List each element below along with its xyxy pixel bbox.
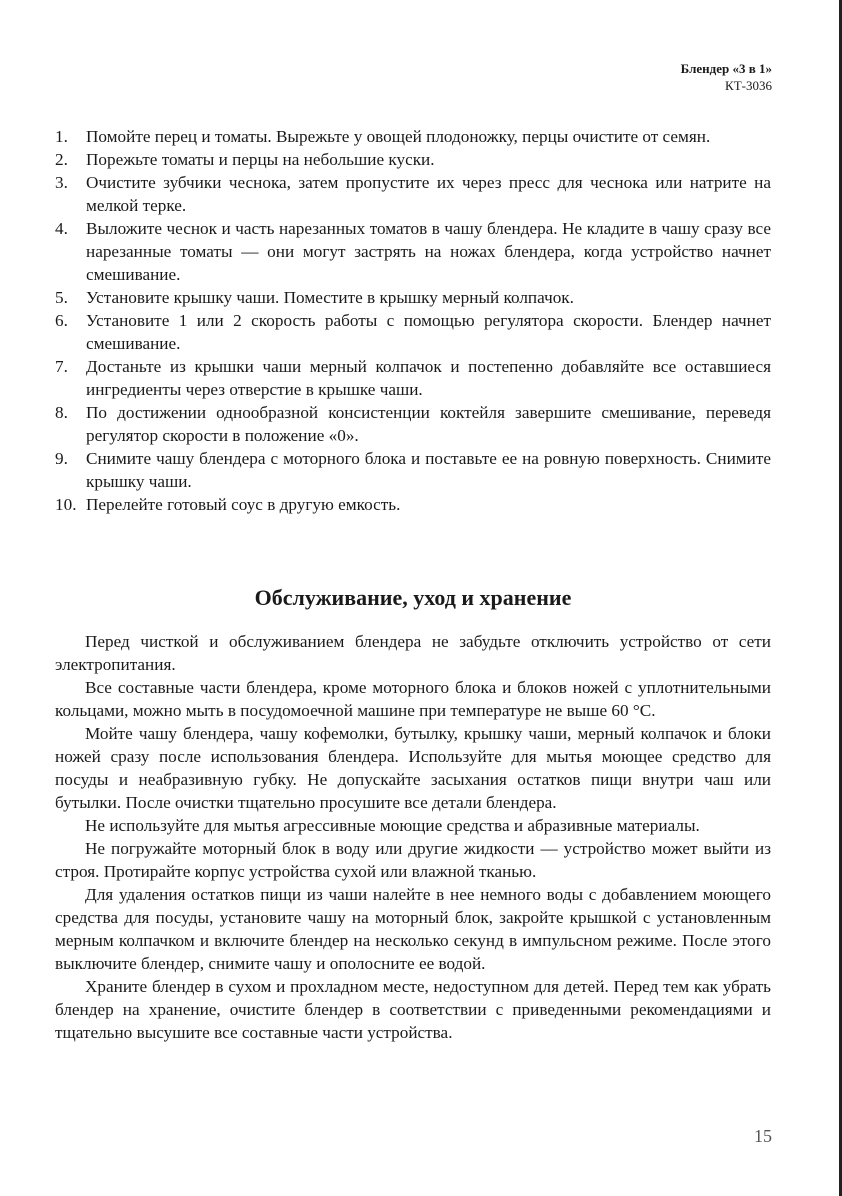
section-body bbox=[55, 630, 771, 1044]
section-heading: Обслуживание, уход и хранение bbox=[254, 585, 572, 610]
header-model-number: КТ-3036 bbox=[725, 78, 772, 93]
list-item bbox=[55, 125, 771, 148]
recipe-steps-list bbox=[55, 125, 771, 516]
paragraph: Не погружайте моторный блок в воду или другие жидкости — устройство может выйти из строя. Протирайте корпус устройства сухой или влажной тканью. bbox=[55, 839, 771, 881]
step-text: Порежьте томаты и перцы на небольшие куски. bbox=[86, 150, 435, 169]
list-item bbox=[55, 148, 771, 171]
step-text: Помойте перец и томаты. Вырежьте у овощей плодоножку, перцы очистите от семян. bbox=[86, 127, 711, 146]
header-product-name: Блендер «3 в 1» bbox=[680, 61, 772, 76]
step-text: Снимите чашу блендера с моторного блока и поставьте ее на ровную поверхность. Снимите крышку чаши. bbox=[86, 449, 771, 491]
step-text: Выложите чеснок и часть нарезанных томатов в чашу блендера. Не кладите в чашу сразу все нарезанные томаты — они могут застрять на ножах блендера, когда устройство начнет смешивание. bbox=[86, 219, 771, 284]
page-number: 15 bbox=[754, 1126, 772, 1146]
step-text: Очистите зубчики чеснока, затем пропустите их через пресс для чеснока или натрите на мелкой терке. bbox=[86, 173, 771, 215]
list-item bbox=[55, 171, 771, 217]
step-number: 8. bbox=[55, 403, 68, 422]
step-number: 6. bbox=[55, 311, 68, 330]
paragraph: Перед чисткой и обслуживанием блендера не забудьте отключить устройство от сети электропитания. bbox=[55, 632, 771, 674]
step-text: Установите 1 или 2 скорость работы с помощью регулятора скорости. Блендер начнет смешивание. bbox=[86, 311, 771, 353]
paragraph: Не используйте для мытья агрессивные моющие средства и абразивные материалы. bbox=[85, 816, 700, 835]
step-number: 9. bbox=[55, 449, 68, 468]
step-number: 7. bbox=[55, 357, 68, 376]
list-item bbox=[55, 286, 771, 309]
step-number: 4. bbox=[55, 219, 68, 238]
paragraph: Все составные части блендера, кроме моторного блока и блоков ножей с уплотнительными кольцами, можно мыть в посудомоечной машине при температуре не выше 60 °С. bbox=[55, 678, 771, 720]
step-number: 1. bbox=[55, 127, 68, 146]
list-item bbox=[55, 493, 771, 516]
step-number: 2. bbox=[55, 150, 68, 169]
list-item bbox=[55, 401, 771, 447]
running-header bbox=[681, 60, 772, 94]
list-item bbox=[55, 309, 771, 355]
paragraph: Для удаления остатков пищи из чаши налейте в нее немного воды с добавлением моющего средства для посуды, установите чашу на моторный блок, закройте крышкой с установленным мерным колпачком и включите блендер на несколько секунд в импульсном режиме. После этого выключите блендер, снимите чашу и ополосните ее водой. bbox=[55, 885, 771, 973]
step-text: Установите крышку чаши. Поместите в крышку мерный колпачок. bbox=[86, 288, 574, 307]
step-number: 3. bbox=[55, 173, 68, 192]
step-text: Достаньте из крышки чаши мерный колпачок и постепенно добавляйте все оставшиеся ингредиенты через отверстие в крышке чаши. bbox=[86, 357, 771, 399]
paragraph: Мойте чашу блендера, чашу кофемолки, бутылку, крышку чаши, мерный колпачок и блоки ножей сразу после использования блендера. Используйте для мытья моющее средство для посуды и неабразивную губку. Не допускайте засыхания остатков пищи внутри чаш или бутылки. После очистки тщательно просушите все детали блендера. bbox=[55, 724, 771, 812]
step-number: 10. bbox=[55, 495, 77, 514]
step-text: По достижении однообразной консистенции коктейля завершите смешивание, переведя регулятор скорости в положение «0». bbox=[86, 403, 771, 445]
list-item bbox=[55, 217, 771, 286]
list-item bbox=[55, 447, 771, 493]
list-item bbox=[55, 355, 771, 401]
paragraph: Храните блендер в сухом и прохладном месте, недоступном для детей. Перед тем как убрать блендер на хранение, очистите блендер в соответствии с приведенными рекомендациями и тщательно высушите все составные части устройства. bbox=[55, 977, 771, 1042]
step-text: Перелейте готовый соус в другую емкость. bbox=[86, 495, 401, 514]
step-number: 5. bbox=[55, 288, 68, 307]
